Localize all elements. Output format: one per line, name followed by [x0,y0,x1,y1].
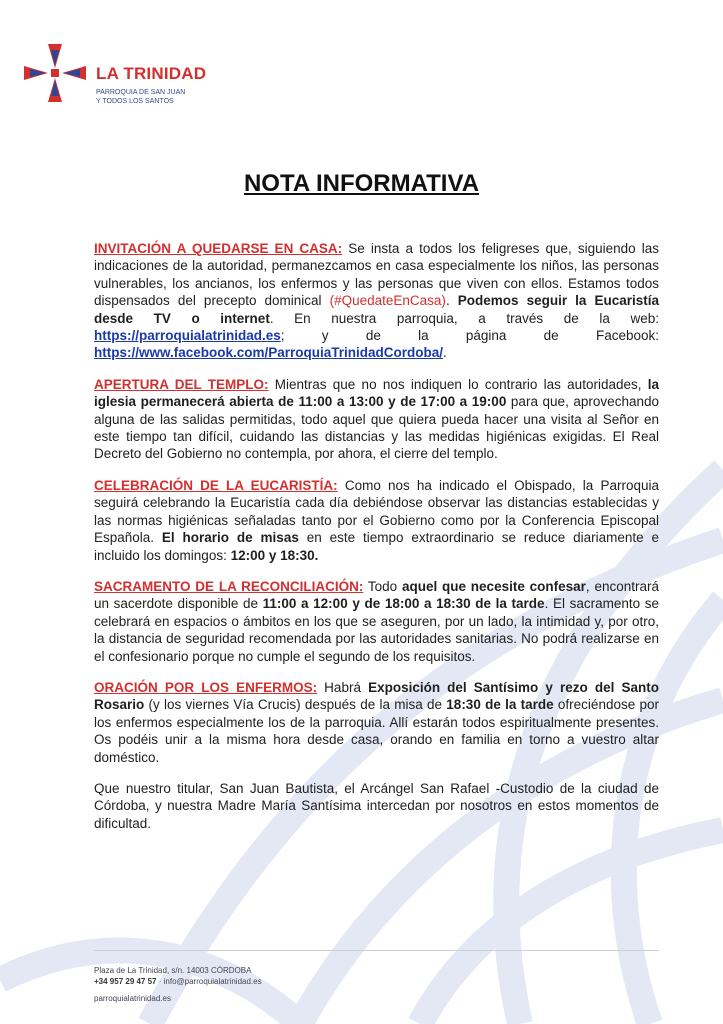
footer-divider [94,950,659,951]
text-span: . [443,345,447,361]
text-span: ; y de la página de Facebook: [280,328,659,344]
bold-text: aquel que necesite confesar [401,578,586,594]
text-span: Mientras que no nos indiquen lo contrario las autoridades, [268,376,648,392]
paragraph-reconciliacion [94,578,659,665]
text-span: , encontrará un sacerdote disponible de [94,578,659,612]
text-span: . El sacramento se celebrará en espacios o ámbitos en los que se aseguren, por un lado, la intimidad y, por otro, la distancia de seguridad recomendada por las autoridades sanitarias. No podrá realizarse en el confesionario porque no cumple el segundo de los requisitos. [94,596,659,664]
text-span: Como nos ha indicado el Obispado, la Parroquia seguirá celebrando la Eucaristía cada día debiéndose observar las distancias establecidas y las normas higiénicas señaladas tanto por el Gobierno como por la Conferencia Episcopal Española. [94,477,659,546]
heading-apertura: APERTURA DEL TEMPLO: [94,376,269,392]
brand-subtitle [96,88,185,106]
bold-text: El horario de misas [161,530,299,546]
cross-logo-icon [24,44,86,102]
brand-subtitle-line1: PARROQUIA DE SAN JUAN [96,89,186,96]
page-title: NOTA INFORMATIVA [243,170,480,197]
bold-text: Exposición del Santísimo y rezo del Santo Rosario [94,679,659,713]
document-body [94,240,659,846]
bold-text: la iglesia permanecerá abierta de 11:00 a 13:00 y de 17:00 a 19:00 [94,376,659,410]
text-span: . [445,293,458,309]
heading-oracion: ORACIÓN POR LOS ENFERMOS: [94,679,318,695]
text-span: (y los viernes Vía Crucis) después de la misa de [144,697,447,713]
website-link[interactable]: https://parroquialatrinidad.es [94,328,281,344]
facebook-link[interactable]: https://www.facebook.com/ParroquiaTrinidadCordoba/ [94,345,444,361]
bold-text: 11:00 a 12:00 y de 18:00 a 18:30 de la tarde [262,596,545,612]
footer-contact [94,976,262,987]
heading-celebracion: CELEBRACIÓN DE LA EUCARISTÍA: [94,477,338,493]
text-span: Se insta a todos los feligreses que, siguiendo las indicaciones de la autoridad, permanezcamos en casa especialmente los niños, las personas vulnerables, los ancianos, los enfermos y las personas que viven con ellos. Estamos todos dispensados del precepto dominical [94,241,660,309]
footer [94,965,262,1004]
bold-text: Podemos seguir la Eucaristía desde TV o internet [94,293,659,326]
footer-email[interactable]: · info@parroquialatrinidad.es [156,977,262,986]
text-span: . En nuestra parroquia, a través de la web: [269,310,659,326]
brand-name: LA TRINIDAD [96,64,207,83]
paragraph-invitacion [94,240,659,362]
footer-address: Plaza de La Trinidad, s/n. 14003 CÓRDOBA [94,966,252,975]
paragraph-cierre: Que nuestro titular, San Juan Bautista, el Arcángel San Rafael -Custodio de la ciudad de Córdoba, y nuestra Madre María Santísima intercedan por nosotros en estos momentos de dificultad. [94,780,659,831]
heading-invitacion: INVITACIÓN A QUEDARSE EN CASA: [94,241,343,256]
bold-text: 18:30 de la tarde [446,697,554,713]
bold-text: 12:00 y 18:30. [230,547,319,563]
footer-website[interactable]: parroquialatrinidad.es [94,994,171,1003]
text-span: ofreciéndose por los enfermos especialmente los de la parroquia. Allí estarán todos espiritualmente presentes. Os podéis unir a la misma hora desde casa, orando en familia en torno a vuestro altar doméstico. [94,697,659,765]
text-span: Habrá [317,679,369,695]
brand-subtitle-line2: Y TODOS LOS SANTOS [96,98,174,105]
text-span: en este tiempo extraordinario se reduce diariamente e incluido los domingos: [94,530,660,563]
hashtag: (#QuedateEnCasa) [329,293,446,309]
paragraph-apertura [94,376,659,463]
text-span: Todo [363,578,402,594]
footer-phone[interactable]: +34 957 29 47 57 [94,977,157,986]
text-span: para que, aprovechando alguna de las salidas permitidas, todo aquel que quiera pueda hacer una visita al Señor en este tiempo tan difícil, cuidando las distancias y las medidas higiénicas exigidas. El Real Decreto del Gobierno no contempla, por ahora, el cierre del templo. [94,394,659,462]
paragraph-oracion [94,679,659,766]
heading-reconciliacion: SACRAMENTO DE LA RECONCILIACIÓN: [94,578,364,594]
paragraph-celebracion [94,477,659,564]
